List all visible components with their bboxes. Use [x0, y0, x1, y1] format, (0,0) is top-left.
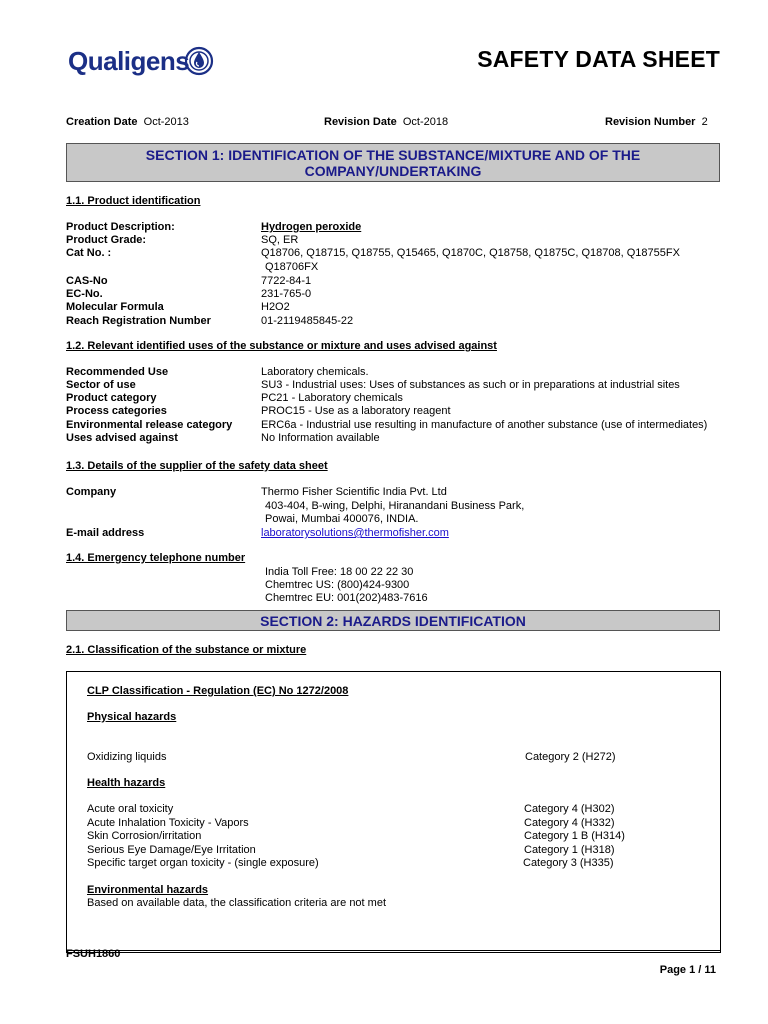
creation-date: Creation Date Oct-2013: [66, 116, 189, 128]
hazard-category: Category 1 (H318): [524, 844, 615, 856]
hazard-name: Acute oral toxicity: [87, 803, 174, 815]
hazard-category: Category 1 B (H314): [524, 830, 625, 842]
page-number: Page 1 / 11: [659, 964, 716, 976]
hazard-name: Oxidizing liquids: [87, 751, 167, 763]
section-2-header: SECTION 2: HAZARDS IDENTIFICATION: [66, 610, 720, 631]
hazard-name: Serious Eye Damage/Eye Irritation: [87, 844, 256, 856]
revision-date: Revision Date Oct-2018: [324, 116, 449, 128]
subsection-1-4: 1.4. Emergency telephone number: [66, 552, 246, 564]
subsection-2-1: 2.1. Classification of the substance or mixture: [66, 644, 307, 656]
hazard-category: Category 4 (H332): [524, 817, 615, 829]
environmental-hazards-title: Environmental hazards: [87, 884, 209, 896]
logo-drop-icon: [184, 46, 214, 76]
hazard-category: Category 4 (H302): [524, 803, 615, 815]
box-double-line: [66, 950, 721, 951]
physical-hazards-title: Physical hazards: [87, 711, 177, 723]
hazard-category: Category 3 (H335): [523, 857, 614, 869]
environmental-hazards-text: Based on available data, the classification criteria are not met: [87, 897, 386, 909]
hazard-name: Skin Corrosion/irritation: [87, 830, 202, 842]
subsection-1-2: 1.2. Relevant identified uses of the substance or mixture and uses advised against: [66, 340, 497, 352]
hazard-name: Acute Inhalation Toxicity - Vapors: [87, 817, 249, 829]
hazard-name: Specific target organ toxicity - (single exposure): [87, 857, 319, 869]
hazard-category: Category 2 (H272): [525, 751, 616, 763]
email-link[interactable]: laboratorysolutions@thermofisher.com: [261, 527, 449, 539]
document-code: FSUH1860: [66, 948, 121, 960]
clp-title: CLP Classification - Regulation (EC) No 1272/2008: [87, 685, 349, 697]
logo-text: Qualigens: [68, 46, 190, 76]
revision-number: Revision Number 2: [605, 116, 708, 128]
health-hazards-title: Health hazards: [87, 777, 166, 789]
qualigens-logo: [68, 44, 218, 80]
subsection-1-3: 1.3. Details of the supplier of the safety data sheet: [66, 460, 328, 472]
subsection-1-1: 1.1. Product identification: [66, 195, 201, 207]
section-1-header: SECTION 1: IDENTIFICATION OF THE SUBSTANCE/MIXTURE AND OF THE COMPANY/UNDERTAKING: [66, 143, 720, 182]
document-title: SAFETY DATA SHEET: [477, 46, 720, 72]
